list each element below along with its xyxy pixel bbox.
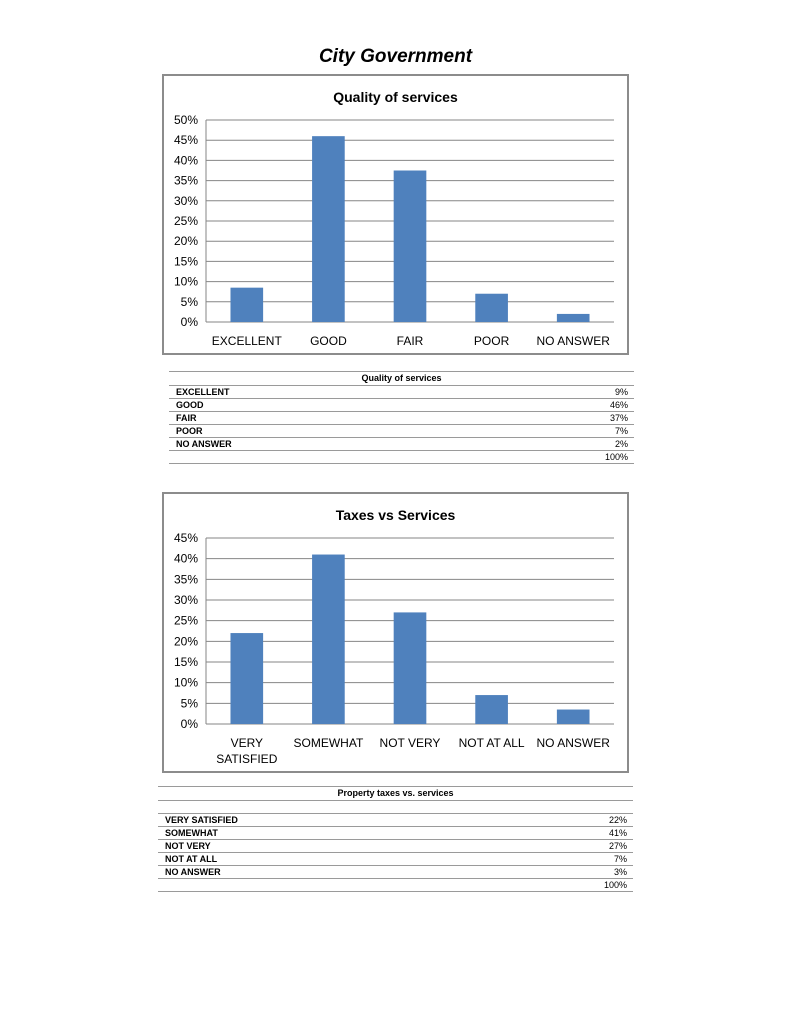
bar (394, 171, 427, 323)
row-value: 2% (614, 439, 628, 449)
x-category-label: NOT VERY (379, 736, 441, 750)
row-label: SOMEWHAT (165, 828, 218, 838)
page-title: City Government (318, 46, 473, 67)
bar (312, 136, 345, 322)
y-tick-label: 35% (173, 173, 198, 188)
bar (312, 555, 345, 724)
row-label: NO ANSWER (176, 439, 232, 449)
table-row (169, 438, 634, 451)
table-body (158, 814, 633, 892)
table-caption: Quality of services (169, 371, 634, 386)
y-tick-label: 20% (173, 234, 198, 249)
bar (557, 314, 590, 322)
x-category-label: NO ANSWER (536, 334, 610, 348)
y-tick-label: 25% (173, 613, 198, 628)
table-row (158, 840, 633, 853)
chart-taxes-vs-services (162, 492, 629, 773)
row-value: 9% (614, 387, 628, 397)
row-value: 46% (609, 400, 628, 410)
y-tick-label: 25% (173, 214, 198, 228)
row-value: 22% (608, 815, 627, 825)
table-row (169, 386, 634, 399)
table-row (158, 814, 633, 827)
y-tick-label: 15% (173, 254, 198, 269)
chart-quality-of-services (162, 74, 629, 355)
y-tick-label: 5% (180, 696, 198, 711)
x-category-label: SOMEWHAT (293, 736, 364, 750)
x-category-label: SATISFIED (216, 752, 278, 766)
table-row (158, 866, 633, 879)
y-tick-label: 40% (173, 153, 198, 168)
table-row (158, 853, 633, 866)
y-tick-label: 50% (173, 113, 198, 127)
x-category-label: POOR (473, 334, 510, 348)
x-category-label: VERY (230, 736, 264, 750)
bar (394, 612, 427, 724)
x-category-label: NO ANSWER (536, 736, 610, 750)
row-label: EXCELLENT (176, 387, 230, 397)
row-value: 7% (613, 854, 627, 864)
y-tick-label: 20% (173, 634, 198, 649)
total-value: 100% (603, 880, 627, 890)
row-label: NOT VERY (165, 841, 211, 851)
bar (475, 294, 508, 322)
row-value: 7% (614, 426, 628, 436)
table-caption: Property taxes vs. services (158, 786, 633, 801)
row-value: 37% (609, 413, 628, 423)
table-row (169, 412, 634, 425)
y-tick-label: 35% (173, 572, 198, 587)
chart-title: Taxes vs Services (335, 507, 456, 523)
table-quality-of-services (169, 371, 634, 464)
chart-svg (164, 494, 627, 771)
row-label: GOOD (176, 400, 204, 410)
y-tick-label: 30% (173, 193, 198, 208)
table-total-row (158, 879, 633, 892)
row-label: VERY SATISFIED (165, 815, 238, 825)
y-tick-label: 30% (173, 593, 198, 607)
y-tick-label: 40% (173, 551, 198, 566)
bar (230, 633, 263, 724)
table-property-taxes-vs-services (158, 786, 633, 892)
x-category-label: EXCELLENT (211, 334, 282, 348)
table-body (169, 386, 634, 464)
chart-svg (164, 76, 627, 353)
bar (475, 695, 508, 724)
table-row (169, 399, 634, 412)
y-tick-label: 0% (180, 315, 198, 329)
y-tick-label: 10% (173, 274, 198, 289)
x-category-label: NOT AT ALL (458, 736, 525, 750)
table-row (158, 827, 633, 840)
row-label: FAIR (176, 413, 197, 423)
y-tick-label: 15% (173, 655, 198, 669)
x-category-label: GOOD (310, 334, 347, 348)
y-tick-label: 45% (173, 133, 198, 148)
row-label: NO ANSWER (165, 867, 221, 877)
table-spacer (158, 801, 633, 814)
row-label: NOT AT ALL (165, 854, 218, 864)
table-total-row (169, 451, 634, 464)
bar (230, 288, 263, 322)
y-tick-label: 5% (180, 294, 198, 309)
row-label: POOR (176, 426, 203, 436)
x-category-label: FAIR (396, 334, 424, 348)
table-row (169, 425, 634, 438)
row-value: 27% (608, 841, 627, 851)
y-tick-label: 45% (173, 531, 198, 545)
total-value: 100% (604, 452, 628, 462)
bar (557, 710, 590, 724)
row-value: 3% (613, 867, 627, 877)
chart-title: Quality of services (333, 89, 458, 105)
row-value: 41% (608, 828, 627, 838)
y-tick-label: 10% (173, 675, 198, 690)
y-tick-label: 0% (180, 717, 198, 731)
